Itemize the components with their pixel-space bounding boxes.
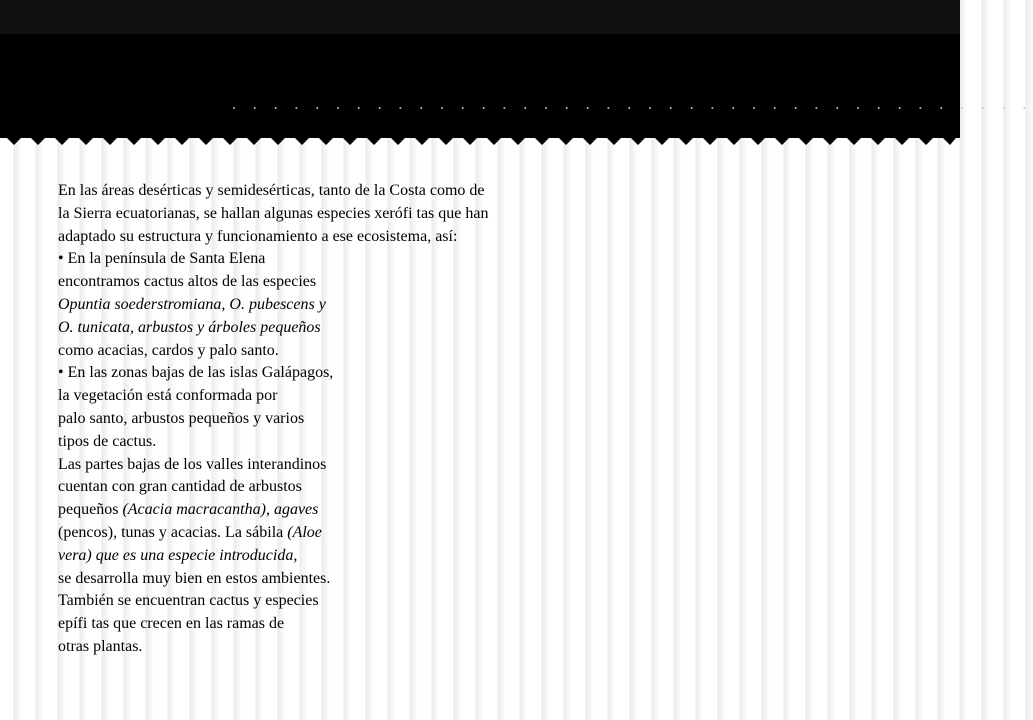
text-line: se desarrolla muy bien en estos ambientes.: [58, 569, 331, 587]
bullet-line: • En la península de Santa Elena: [58, 250, 266, 268]
text-line: También se encuentran cactus y especies: [58, 592, 319, 610]
body-paragraph: [58, 180, 598, 659]
text-line: cuentan con gran cantidad de arbustos: [58, 478, 302, 496]
text-line: tipos de cactus.: [58, 432, 157, 450]
title-area: [0, 34, 1033, 138]
text-line: la Sierra ecuatorianas, se hallan algunas especies xerófi tas que han: [58, 204, 489, 222]
text-line: otras plantas.: [58, 637, 143, 655]
text-line: palo santo, arbustos pequeños y varios: [58, 409, 305, 427]
zigzag-divider: [0, 127, 960, 145]
top-band: [0, 0, 960, 34]
text-line: adaptado su estructura y funcionamiento a ese ecosistema, así:: [58, 227, 458, 245]
bullet-line: • En las zonas bajas de las islas Galápagos,: [58, 364, 334, 382]
text-line: pequeños (Acacia macracantha), agaves: [58, 501, 319, 519]
text-line: Las partes bajas de los valles interandinos: [58, 455, 327, 473]
species-line: Opuntia soederstromiana, O. pubescens y: [58, 295, 326, 313]
text-line: epífi tas que crecen en las ramas de: [58, 615, 285, 633]
text-line: la vegetación está conformada por: [58, 387, 278, 405]
species-name: (Acacia macracantha), agaves: [122, 501, 319, 519]
species-name: (Aloe: [287, 523, 322, 541]
species-line: vera) que es una especie introducida,: [58, 546, 298, 564]
text-line: (pencos), tunas y acacias. La sábila (Aloe: [58, 523, 322, 541]
text-line: como acacias, cardos y palo santo.: [58, 341, 279, 359]
text-line: encontramos cactus altos de las especies: [58, 273, 317, 291]
title-dotted-rule: . . . . . . . . . . . . . . . . . . . . . . . . . . . . . . . . . . . . . . .: [232, 96, 1033, 113]
species-line: O. tunicata, arbustos y árboles pequeños: [58, 318, 321, 336]
text-line: En las áreas desérticas y semidesérticas, tanto de la Costa como de: [58, 182, 485, 199]
